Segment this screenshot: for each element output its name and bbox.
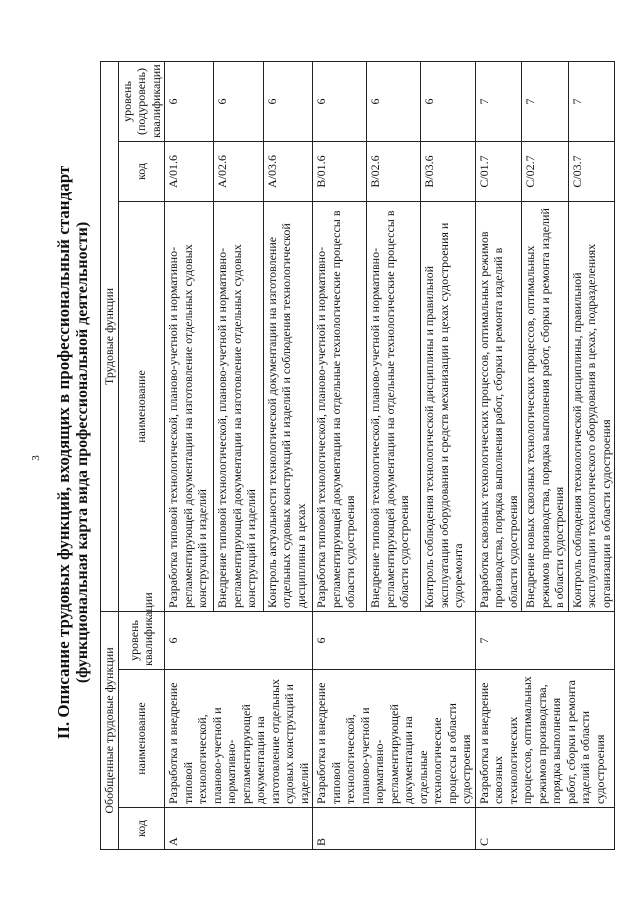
- function-name: Внедрение типовой технологической, планово-учетной и нормативно-регламентирующей документации на отдельные технологические процессы в области судостроения: [367, 201, 421, 611]
- function-code: A/02.6: [214, 141, 263, 201]
- page-subtitle: (функциональная карта вида профессиональной деятельности): [74, 221, 91, 684]
- labor-functions-header: Трудовые функции: [101, 61, 119, 611]
- function-level: 7: [522, 61, 569, 141]
- functional-map-table: [100, 61, 615, 850]
- group-code: A: [165, 808, 313, 850]
- function-name: Внедрение типовой технологической, планово-учетной и нормативно-регламентирующей документации на изготовление отдельных судовых конструкций и изделий: [214, 201, 263, 611]
- group-code: B: [313, 808, 476, 850]
- table-row: [313, 61, 367, 849]
- group-level: 6: [165, 611, 313, 669]
- function-code: A/01.6: [165, 141, 214, 201]
- group-name: Разработка и внедрение типовой технологической, планово-учетной и нормативно-регламентирующей документации на отдельные технологические процессы в области судостроения: [313, 670, 476, 808]
- function-name: Внедрение новых сквозных технологических процессов, оптимальных режимов производства, порядка выполнения работ, сборки и ремонта изделий в области судостроения: [522, 201, 569, 611]
- col-code-header: код: [118, 808, 165, 850]
- generalized-functions-header: Обобщенные трудовые функции: [101, 611, 119, 849]
- col-tf-level-header: уровень (подуровень) квалификации: [118, 61, 165, 141]
- function-level: 6: [367, 61, 421, 141]
- table-row: [475, 61, 522, 849]
- col-name-header: наименование: [118, 670, 165, 808]
- function-code: B/01.6: [313, 141, 367, 201]
- function-code: C/02.7: [522, 141, 569, 201]
- table-row: [165, 61, 214, 849]
- group-code: C: [475, 808, 615, 850]
- function-level: 6: [263, 61, 312, 141]
- col-tf-name-header: наименование: [118, 201, 165, 611]
- group-name: Разработка и внедрение сквозных технологических процессов, оптимальных режимов производства, порядка выполнения работ, сборки и ремонта изделий в области судостроения: [475, 670, 615, 808]
- function-code: B/03.6: [421, 141, 475, 201]
- page-number: 3: [29, 455, 42, 461]
- page-title: II. Описание трудовых функций, входящих в профессиональный стандарт: [54, 165, 73, 740]
- function-level: 7: [568, 61, 615, 141]
- function-level: 6: [165, 61, 214, 141]
- function-level: 6: [313, 61, 367, 141]
- function-code: C/01.7: [475, 141, 522, 201]
- function-code: A/03.6: [263, 141, 312, 201]
- function-level: 6: [214, 61, 263, 141]
- function-name: Контроль соблюдения технологической дисциплины и правильной эксплуатации оборудования и средств механизации в цехах судостроения и судоремонта: [421, 201, 475, 611]
- function-level: 7: [475, 61, 522, 141]
- function-name: Разработка типовой технологической, планово-учетной и нормативно-регламентирующей документации на отдельные технологические процессы в области судостроения: [313, 201, 367, 611]
- function-code: B/02.6: [367, 141, 421, 201]
- group-level: 6: [313, 611, 476, 669]
- col-tf-code-header: код: [118, 141, 165, 201]
- col-level-header: уровень квалификации: [118, 611, 165, 669]
- function-name: Разработка сквозных технологических процессов, оптимальных режимов производства, порядка выполнения работ, сборки и ремонта изделий в области судостроения: [475, 201, 522, 611]
- function-code: C/03.7: [568, 141, 615, 201]
- group-name: Разработка и внедрение типовой технологической, планово-учетной и нормативно-регламентирующей документации на изготовление отдельных судовых конструкций и изделий: [165, 670, 313, 808]
- function-name: Контроль актуальности технологической документации на изготовление отдельных судовых конструкций и изделий и соблюдения технологической дисциплины в цехах: [263, 201, 312, 611]
- function-name: Контроль соблюдения технологической дисциплины, правильной эксплуатации технологического оборудования в цехах, подразделениях организации в области судостроения: [568, 201, 615, 611]
- group-level: 7: [475, 611, 615, 669]
- function-name: Разработка типовой технологической, планово-учетной и нормативно-регламентирующей документации на изготовление отдельных судовых конструкций и изделий: [165, 201, 214, 611]
- function-level: 6: [421, 61, 475, 141]
